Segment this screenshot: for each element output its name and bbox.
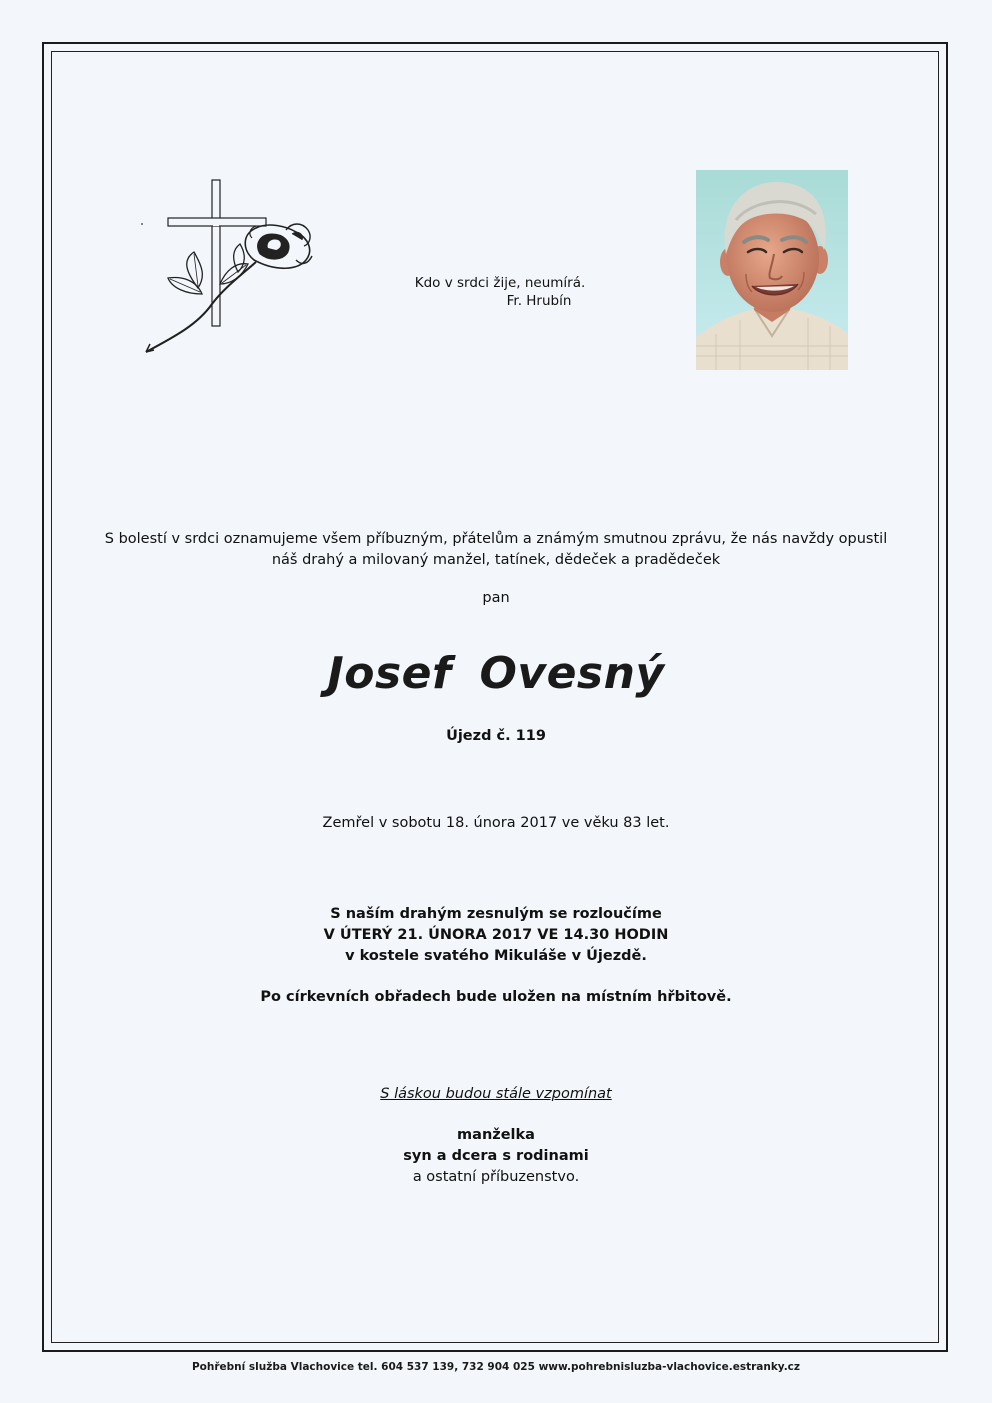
- family-wife: manželka: [457, 1127, 535, 1143]
- salutation: pan: [482, 590, 510, 606]
- deceased-name: Josef Ovesný: [327, 648, 665, 699]
- ceremony-line-3: v kostele svatého Mikuláše v Újezdě.: [345, 948, 647, 964]
- ceremony-info: [60, 904, 932, 967]
- cross-with-rose-icon: [136, 176, 326, 361]
- motto-quote: Kdo v srdci žije, neumírá.: [414, 275, 586, 291]
- motto-author: Fr. Hrubín: [506, 293, 572, 309]
- announcement-line-1: S bolestí v srdci oznamujeme všem příbuzným, přátelům a známým smutnou zprávu, že nás navždy opustil: [104, 531, 888, 547]
- funeral-service-footer: Pohřební služba Vlachovice tel. 604 537 139, 732 904 025 www.pohrebnisluzba-vlachovice.estranky.cz: [191, 1361, 801, 1373]
- announcement-line-2: náš drahý a milovaný manžel, tatínek, dědeček a pradědeček: [271, 552, 721, 568]
- death-notice: Zemřel v sobotu 18. února 2017 ve věku 83 let.: [322, 815, 670, 831]
- motto: [380, 274, 620, 310]
- deceased-address: Újezd č. 119: [446, 728, 546, 744]
- announcement-text: [60, 529, 932, 571]
- family-others: a ostatní příbuzenstvo.: [412, 1169, 580, 1185]
- portrait-photo: [696, 170, 848, 370]
- burial-info: Po církevních obřadech bude uložen na místním hřbitově.: [260, 989, 732, 1005]
- ceremony-line-2: V ÚTERÝ 21. ÚNORA 2017 VE 14.30 HODIN: [323, 927, 669, 943]
- family-list: [60, 1125, 932, 1188]
- remembrance-heading: S láskou budou stále vzpomínat: [380, 1086, 612, 1102]
- ceremony-line-1: S naším drahým zesnulým se rozloučíme: [330, 906, 662, 922]
- family-children: syn a dcera s rodinami: [403, 1148, 589, 1164]
